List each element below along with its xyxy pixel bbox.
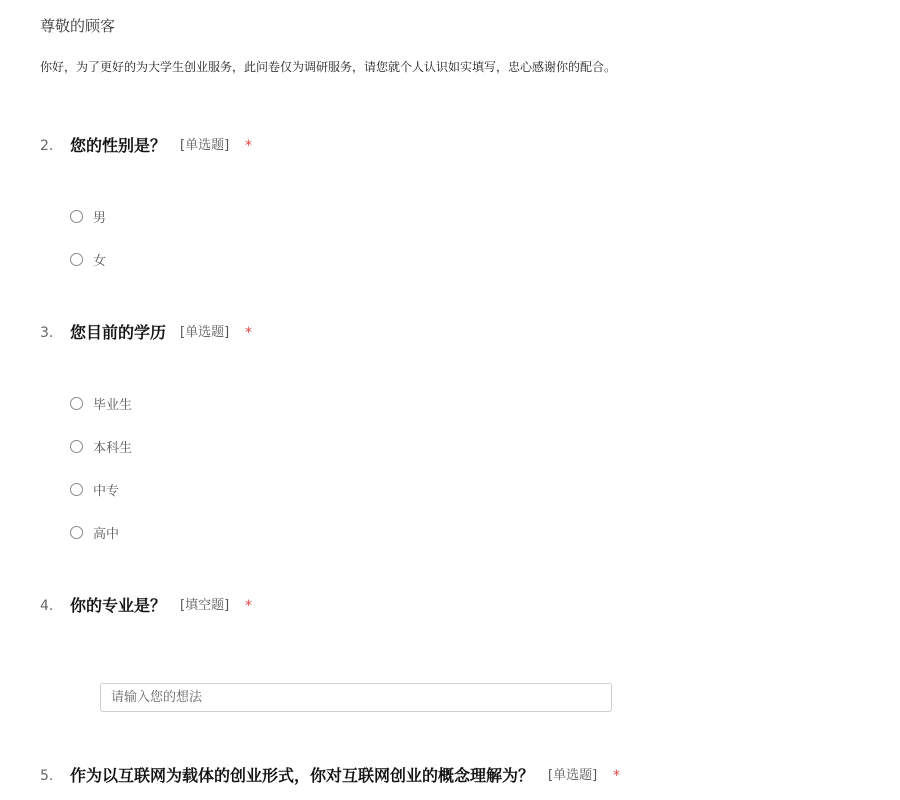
radio-icon[interactable] <box>70 210 83 223</box>
question-number: 3. <box>40 325 54 341</box>
option-label: 高中 <box>93 526 120 542</box>
question-title: 您的性别是？ <box>70 136 167 155</box>
question-title: 您目前的学历 <box>70 323 167 342</box>
radio-icon[interactable] <box>70 440 83 453</box>
question-title: 作为以互联网为载体的创业形式，你对互联网创业的概念理解为？ <box>70 766 535 785</box>
question-title: 你的专业是？ <box>70 596 167 615</box>
question-type: [填空题] <box>180 598 230 613</box>
option-label: 中专 <box>93 483 120 499</box>
option-female[interactable] <box>70 249 106 269</box>
question-number: 2. <box>40 138 54 154</box>
option-high-school[interactable] <box>70 522 119 542</box>
required-asterisk: * <box>245 598 252 614</box>
major-input[interactable] <box>100 683 612 712</box>
required-asterisk: * <box>245 325 252 341</box>
radio-icon[interactable] <box>70 483 83 496</box>
survey-intro: 你好，为了更好的为大学生创业服务，此问卷仅为调研服务，请您就个人认识如实填写，忠心感谢你的配合。 <box>40 60 617 74</box>
option-label: 女 <box>93 253 107 269</box>
question-type: [单选题] <box>548 768 598 783</box>
option-label: 男 <box>93 210 107 226</box>
required-asterisk: * <box>245 138 252 154</box>
radio-icon[interactable] <box>70 526 83 539</box>
option-undergraduate[interactable] <box>70 436 132 456</box>
option-male[interactable] <box>70 206 106 226</box>
question-type: [单选题] <box>180 325 230 340</box>
question-type: [单选题] <box>180 138 230 153</box>
required-asterisk: * <box>613 768 620 784</box>
radio-icon[interactable] <box>70 397 83 410</box>
option-label: 本科生 <box>93 440 133 456</box>
option-label: 毕业生 <box>93 397 133 413</box>
option-graduate[interactable] <box>70 393 132 413</box>
radio-icon[interactable] <box>70 253 83 266</box>
survey-greeting: 尊敬的顾客 <box>40 17 116 35</box>
question-number: 5. <box>40 768 54 784</box>
option-technical-school[interactable] <box>70 479 119 499</box>
question-number: 4. <box>40 598 54 614</box>
